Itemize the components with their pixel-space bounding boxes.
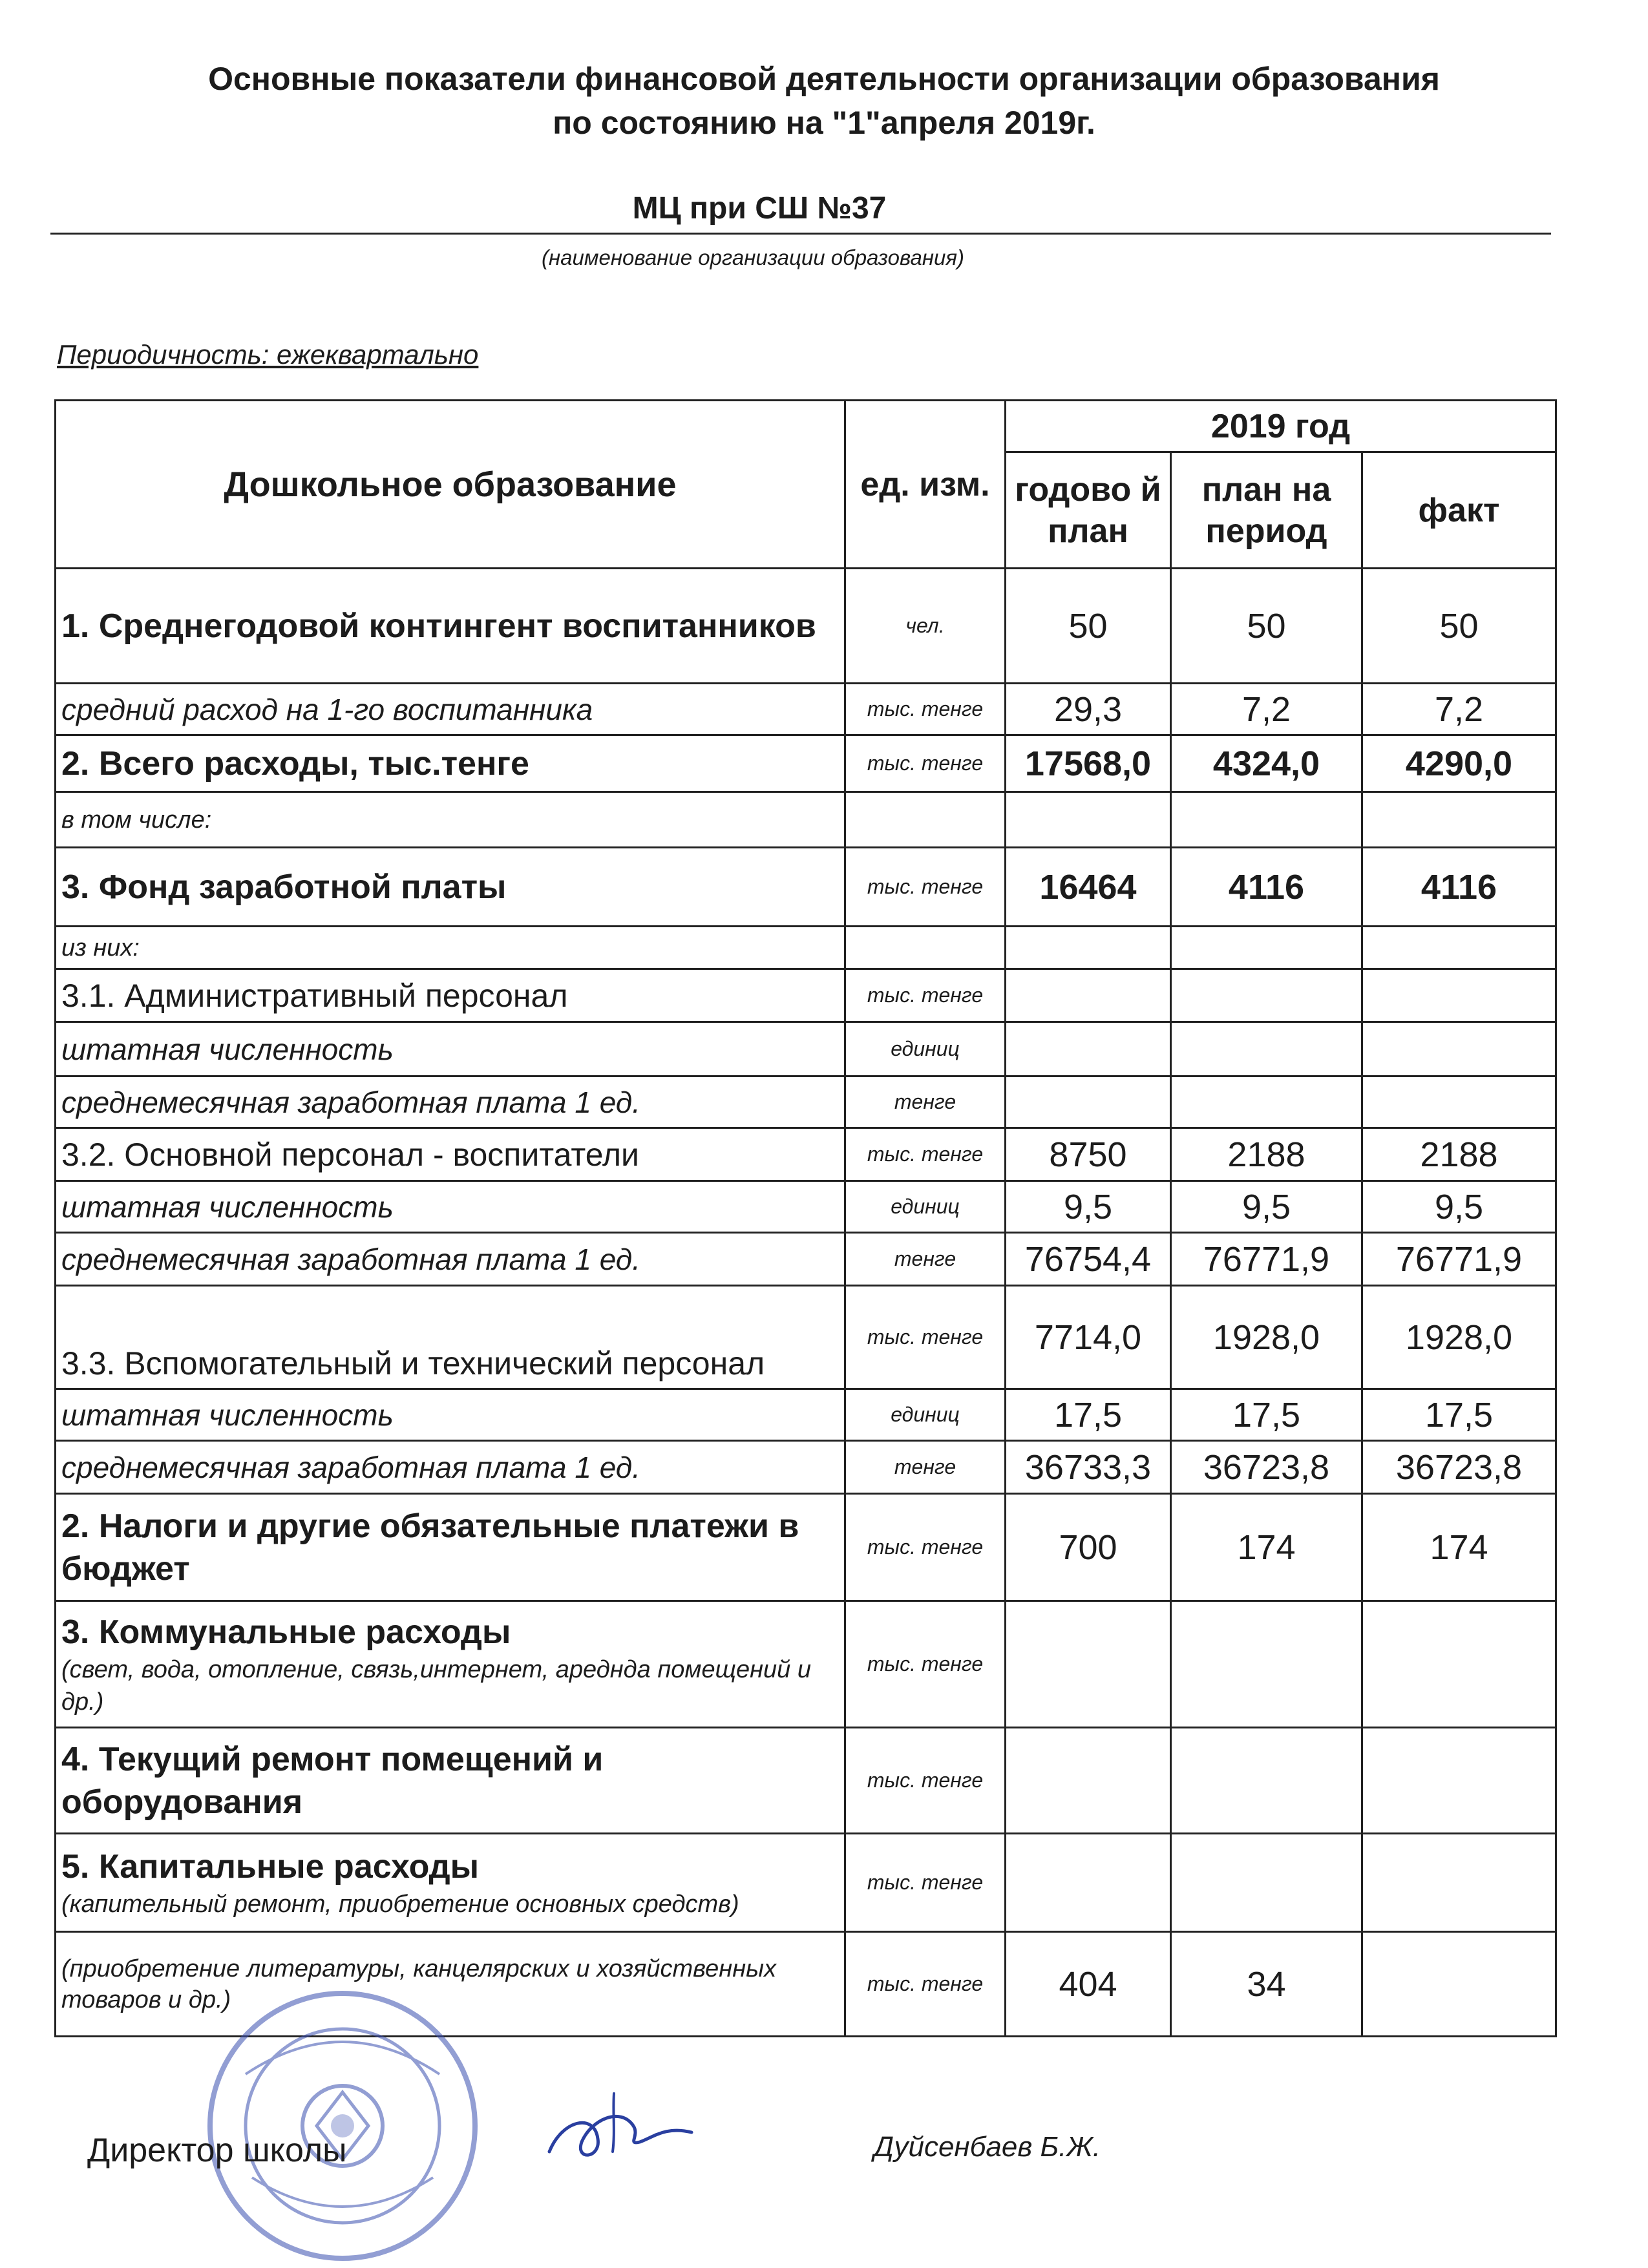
table-row xyxy=(56,792,1556,848)
row-label: (приобретение литературы, канцелярских и хозяйственных товаров и др.) xyxy=(56,1932,845,2037)
row-unit: тенге xyxy=(845,1076,1006,1128)
row-label: штатная численность xyxy=(56,1181,845,1233)
row-label: 3.1. Административный персонал xyxy=(56,969,845,1022)
row-annual: 700 xyxy=(1006,1494,1171,1601)
table-row xyxy=(56,1076,1556,1128)
row-annual: 50 xyxy=(1006,569,1171,684)
row-unit xyxy=(845,927,1006,969)
table-row xyxy=(56,969,1556,1022)
row-fact: 36723,8 xyxy=(1362,1441,1556,1494)
row-fact: 4290,0 xyxy=(1362,735,1556,792)
row-fact xyxy=(1362,1076,1556,1128)
row-annual: 404 xyxy=(1006,1932,1171,2037)
row-unit: тыс. тенге xyxy=(845,684,1006,735)
row-annual xyxy=(1006,969,1171,1022)
row-unit xyxy=(845,792,1006,848)
row-fact: 7,2 xyxy=(1362,684,1556,735)
header-unit: ед. изм. xyxy=(845,401,1006,569)
row-fact xyxy=(1362,969,1556,1022)
row-note: (свет, вода, отопление, связь,интернет, ареднда помещений и др.) xyxy=(61,1655,811,1716)
row-unit: единиц xyxy=(845,1022,1006,1076)
row-period: 36723,8 xyxy=(1171,1441,1362,1494)
row-fact: 1928,0 xyxy=(1362,1286,1556,1389)
header-period-plan: план на период xyxy=(1171,452,1362,569)
document-title xyxy=(0,57,1648,145)
row-period xyxy=(1171,792,1362,848)
row-period: 17,5 xyxy=(1171,1389,1362,1441)
organization-caption: (наименование организации образования) xyxy=(542,246,964,269)
row-annual xyxy=(1006,1601,1171,1728)
row-label: средний расход на 1-го воспитанника xyxy=(56,684,845,735)
row-period: 4116 xyxy=(1171,848,1362,927)
row-period: 34 xyxy=(1171,1932,1362,2037)
table-row xyxy=(56,1233,1556,1286)
row-period xyxy=(1171,1728,1362,1834)
row-unit: тыс. тенге xyxy=(845,1932,1006,2037)
table-row xyxy=(56,1181,1556,1233)
row-annual xyxy=(1006,1022,1171,1076)
row-fact xyxy=(1362,927,1556,969)
row-label: 2. Всего расходы, тыс.тенге xyxy=(56,735,845,792)
row-annual: 76754,4 xyxy=(1006,1233,1171,1286)
row-fact xyxy=(1362,1601,1556,1728)
row-label-cell xyxy=(56,1601,845,1728)
row-annual: 16464 xyxy=(1006,848,1171,927)
row-fact: 2188 xyxy=(1362,1128,1556,1181)
row-unit: единиц xyxy=(845,1389,1006,1441)
row-fact xyxy=(1362,1022,1556,1076)
row-fact xyxy=(1362,1932,1556,2037)
row-unit: тыс. тенге xyxy=(845,848,1006,927)
organization-name: МЦ при СШ №37 xyxy=(632,191,887,226)
row-label: 3. Коммунальные расходы xyxy=(61,1613,511,1651)
row-period xyxy=(1171,1022,1362,1076)
row-fact: 76771,9 xyxy=(1362,1233,1556,1286)
row-unit: тенге xyxy=(845,1441,1006,1494)
row-label-cell xyxy=(56,1834,845,1932)
header-year: 2019 год xyxy=(1006,401,1556,452)
row-annual xyxy=(1006,792,1171,848)
row-period xyxy=(1171,1601,1362,1728)
official-stamp-icon xyxy=(174,1984,511,2268)
row-unit: тыс. тенге xyxy=(845,1494,1006,1601)
row-unit: тыс. тенге xyxy=(845,1286,1006,1389)
financial-indicators-table xyxy=(54,399,1557,2037)
table-row xyxy=(56,1441,1556,1494)
row-fact: 174 xyxy=(1362,1494,1556,1601)
row-fact: 50 xyxy=(1362,569,1556,684)
table-row xyxy=(56,1601,1556,1728)
row-period: 50 xyxy=(1171,569,1362,684)
table-row xyxy=(56,1286,1556,1389)
row-label: 4. Текущий ремонт помещений и оборудования xyxy=(56,1728,845,1834)
table-row xyxy=(56,1728,1556,1834)
header-annual-plan: годово й план xyxy=(1006,452,1171,569)
row-period: 9,5 xyxy=(1171,1181,1362,1233)
table-row xyxy=(56,1389,1556,1441)
row-label: 3. Фонд заработной платы xyxy=(56,848,845,927)
row-annual xyxy=(1006,1076,1171,1128)
row-annual: 8750 xyxy=(1006,1128,1171,1181)
row-label: штатная численность xyxy=(56,1389,845,1441)
row-fact: 4116 xyxy=(1362,848,1556,927)
header-section: Дошкольное образование xyxy=(56,401,845,569)
row-label: среднемесячная заработная плата 1 ед. xyxy=(56,1233,845,1286)
row-label: штатная численность xyxy=(56,1022,845,1076)
row-period: 76771,9 xyxy=(1171,1233,1362,1286)
table-row xyxy=(56,1834,1556,1932)
row-period: 7,2 xyxy=(1171,684,1362,735)
row-fact xyxy=(1362,1728,1556,1834)
table-row xyxy=(56,1022,1556,1076)
row-label: 2. Налоги и другие обязательные платежи в бюджет xyxy=(56,1494,845,1601)
row-unit: тенге xyxy=(845,1233,1006,1286)
row-period: 2188 xyxy=(1171,1128,1362,1181)
organization-underline xyxy=(50,233,1551,235)
row-label: среднемесячная заработная плата 1 ед. xyxy=(56,1441,845,1494)
row-period: 1928,0 xyxy=(1171,1286,1362,1389)
row-annual xyxy=(1006,927,1171,969)
row-unit: единиц xyxy=(845,1181,1006,1233)
row-label: 5. Капитальные расходы xyxy=(61,1847,480,1885)
row-fact: 9,5 xyxy=(1362,1181,1556,1233)
table-row xyxy=(56,735,1556,792)
row-annual: 17568,0 xyxy=(1006,735,1171,792)
row-annual: 17,5 xyxy=(1006,1389,1171,1441)
row-label: среднемесячная заработная плата 1 ед. xyxy=(56,1076,845,1128)
row-unit: тыс. тенге xyxy=(845,1128,1006,1181)
row-note: (капительный ремонт, приобретение основных средств) xyxy=(61,1890,739,1918)
title-line-2: по состоянию на "1"апреля 2019г. xyxy=(553,105,1095,141)
row-fact: 17,5 xyxy=(1362,1389,1556,1441)
row-label: в том числе: xyxy=(56,792,845,848)
row-annual xyxy=(1006,1834,1171,1932)
row-label: из них: xyxy=(56,927,845,969)
row-unit: тыс. тенге xyxy=(845,1834,1006,1932)
row-fact xyxy=(1362,792,1556,848)
row-period xyxy=(1171,927,1362,969)
row-period xyxy=(1171,1834,1362,1932)
row-period: 4324,0 xyxy=(1171,735,1362,792)
row-annual: 7714,0 xyxy=(1006,1286,1171,1389)
table-row xyxy=(56,569,1556,684)
director-name: Дуйсенбаев Б.Ж. xyxy=(874,2131,1101,2163)
periodicity-label: Периодичность: ежеквартально xyxy=(57,339,479,370)
row-fact xyxy=(1362,1834,1556,1932)
table-row xyxy=(56,1128,1556,1181)
table-row xyxy=(56,684,1556,735)
row-label: 3.2. Основной персонал - воспитатели xyxy=(56,1128,845,1181)
row-annual: 29,3 xyxy=(1006,684,1171,735)
row-unit: чел. xyxy=(845,569,1006,684)
row-annual xyxy=(1006,1728,1171,1834)
header-fact: факт xyxy=(1362,452,1556,569)
table-row xyxy=(56,927,1556,969)
row-unit: тыс. тенге xyxy=(845,1728,1006,1834)
row-annual: 36733,3 xyxy=(1006,1441,1171,1494)
row-label: 3.3. Вспомогательный и технический персонал xyxy=(56,1286,845,1389)
row-unit: тыс. тенге xyxy=(845,969,1006,1022)
director-label: Директор школы xyxy=(87,2132,347,2169)
title-line-1: Основные показатели финансовой деятельности организации образования xyxy=(208,61,1440,97)
row-label: 1. Среднегодовой контингент воспитанников xyxy=(56,569,845,684)
row-unit: тыс. тенге xyxy=(845,735,1006,792)
table-row xyxy=(56,848,1556,927)
signature-icon xyxy=(536,2081,704,2178)
row-unit: тыс. тенге xyxy=(845,1601,1006,1728)
table-row xyxy=(56,1494,1556,1601)
row-annual: 9,5 xyxy=(1006,1181,1171,1233)
row-period: 174 xyxy=(1171,1494,1362,1601)
table-header-row xyxy=(56,401,1556,452)
row-period xyxy=(1171,1076,1362,1128)
row-period xyxy=(1171,969,1362,1022)
